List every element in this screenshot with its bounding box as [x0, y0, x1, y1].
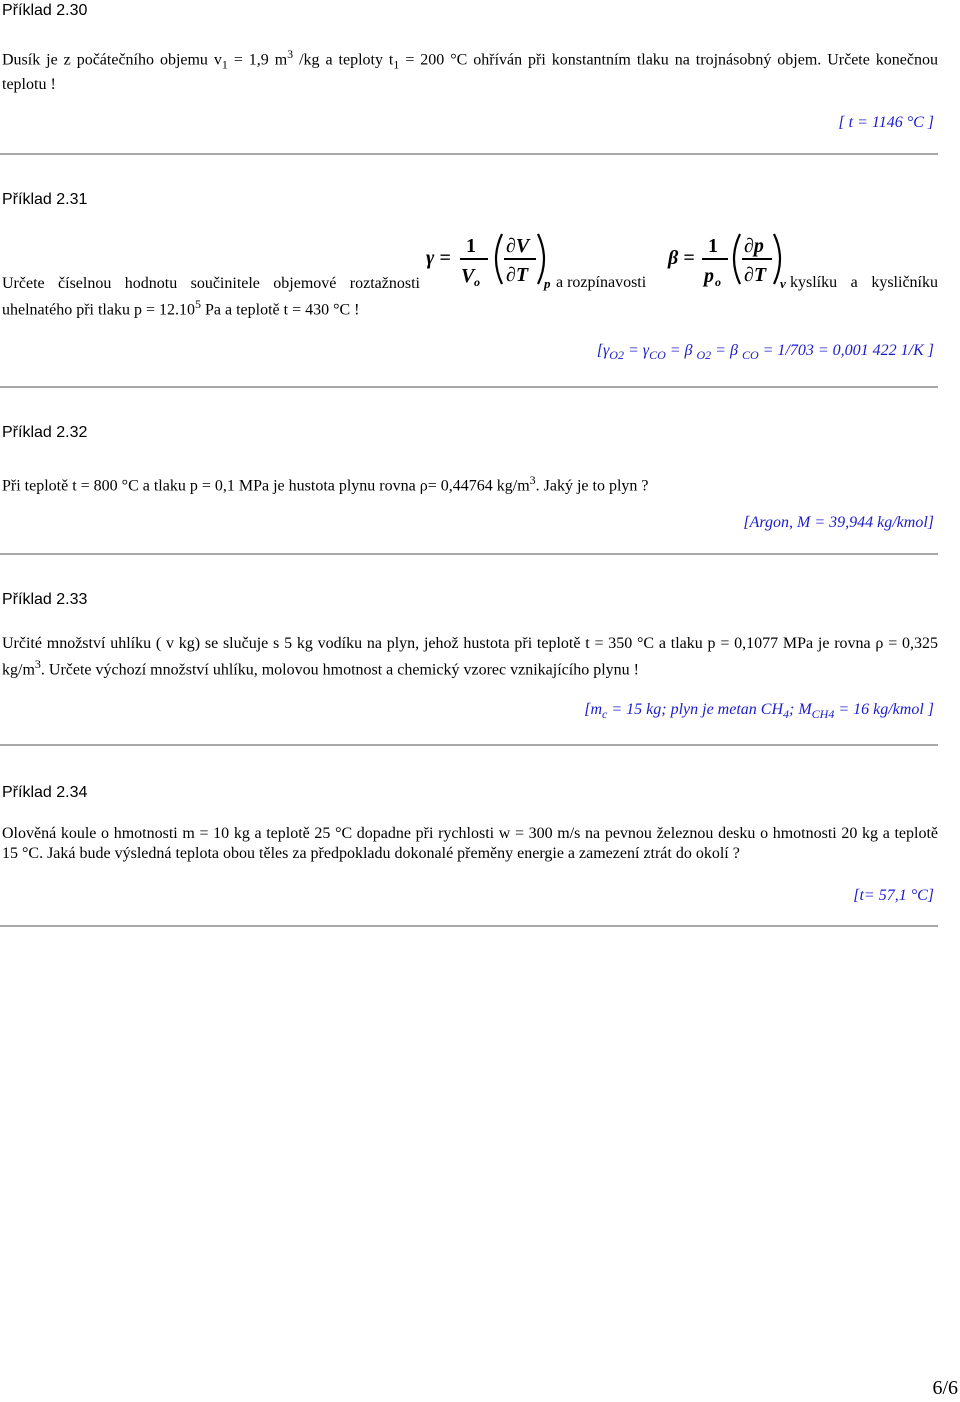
page-number: 6/6: [932, 1377, 958, 1399]
exercise-2-34-title: Příklad 2.34: [2, 784, 88, 801]
gamma-dnum: ∂V: [506, 235, 530, 257]
exercise-2-31-text: Určete číselnou hodnotu součinitele objemové roztažnosti uhelnatého při tlaku $p = 12.10^5$ Pa a teplotě t = 430 °C !: [2, 275, 420, 319]
exercise-2-33-title: Příklad 2.33: [2, 591, 88, 608]
gamma-den-sub: o: [474, 275, 480, 289]
beta-den: p: [704, 265, 714, 287]
gamma-subscript: p: [544, 276, 551, 291]
exercise-2-32-title: Příklad 2.32: [2, 424, 88, 441]
exercise-2-30-answer: [ t = 1146 °C ]: [838, 114, 934, 131]
gamma-lhs: γ =: [426, 247, 451, 269]
gamma-formula: [424, 228, 554, 294]
beta-subscript: v: [780, 276, 786, 291]
divider: [0, 386, 938, 388]
exercise-2-32-text: Při teplotě t = 800 °C a tlaku p = 0,1 MPa je hustota plynu rovna ρ= 0,44764 $kg/m^3$. Jaký je to plyn ?: [2, 473, 649, 495]
divider: [0, 553, 938, 555]
exercise-2-30-title: Příklad 2.30: [2, 2, 88, 19]
beta-formula: [666, 228, 792, 294]
beta-den-sub: o: [715, 275, 721, 289]
exercise-2-31-title: Příklad 2.31: [2, 191, 88, 208]
divider: [0, 925, 938, 927]
exercise-2-31-mid-text: a rozpínavosti: [556, 274, 647, 291]
exercise-2-34-answer: [t= 57,1 °C]: [853, 887, 934, 904]
exercise-2-30-text: Dusík je z počátečního objemu $v_1 = 1,9$ $m^3$ /kg a teploty $t_1 = 200$ °C ohříván při konstantním tlaku na trojnásobný objem. Určete konečnou teplotu !: [2, 47, 938, 93]
gamma-den: V: [461, 265, 475, 287]
exercise-2-32-answer: [Argon, M = 39,944 kg/kmol]: [743, 514, 934, 531]
beta-num: 1: [708, 235, 718, 257]
divider: [0, 153, 938, 155]
beta-lhs: β =: [668, 247, 695, 269]
beta-dnum: ∂p: [744, 235, 764, 257]
exercise-2-34-text: Olověná koule o hmotnosti m = 10 kg a teplotě 25 °C dopadne při rychlosti w = 300 m/s na pevnou železnou desku o hmotnosti 20 kg a teplotě 15 °C. Jaká bude výsledná teplota obou těles za předpokladu dokonalé přeměny energie a zamezení ztrát do okolí ?: [2, 825, 938, 862]
divider: [0, 744, 938, 746]
gamma-dden: ∂T: [506, 264, 529, 286]
exercise-2-31-end-text: kyslíku a kysličníku: [790, 274, 938, 291]
exercise-2-33-answer: [$m_c = 15$ kg; plyn je metan $CH_4$; $M_{CH4} = 16$ kg/kmol ]: [584, 701, 934, 722]
exercise-2-33-text: Určité množství uhlíku ( v kg) se slučuje s 5 kg vodíku na plyn, jehož hustota při teplotě t = 350 °C a tlaku p = 0,1077 MPa je rovna ρ = 0,325 $kg/m^3$. Určete výchozí množství uhlíku, molovou hmotnost a chemický vzorec vznikajícího plynu !: [2, 635, 938, 679]
beta-dden: ∂T: [744, 264, 767, 286]
gamma-num: 1: [466, 235, 476, 257]
exercise-2-31-answer: [$\gamma_{O2} = \gamma_{CO} = \beta$ $_{O2}$ = β $_{CO}$ = 1/703 = 0,001 422 1/K ]: [596, 342, 934, 363]
